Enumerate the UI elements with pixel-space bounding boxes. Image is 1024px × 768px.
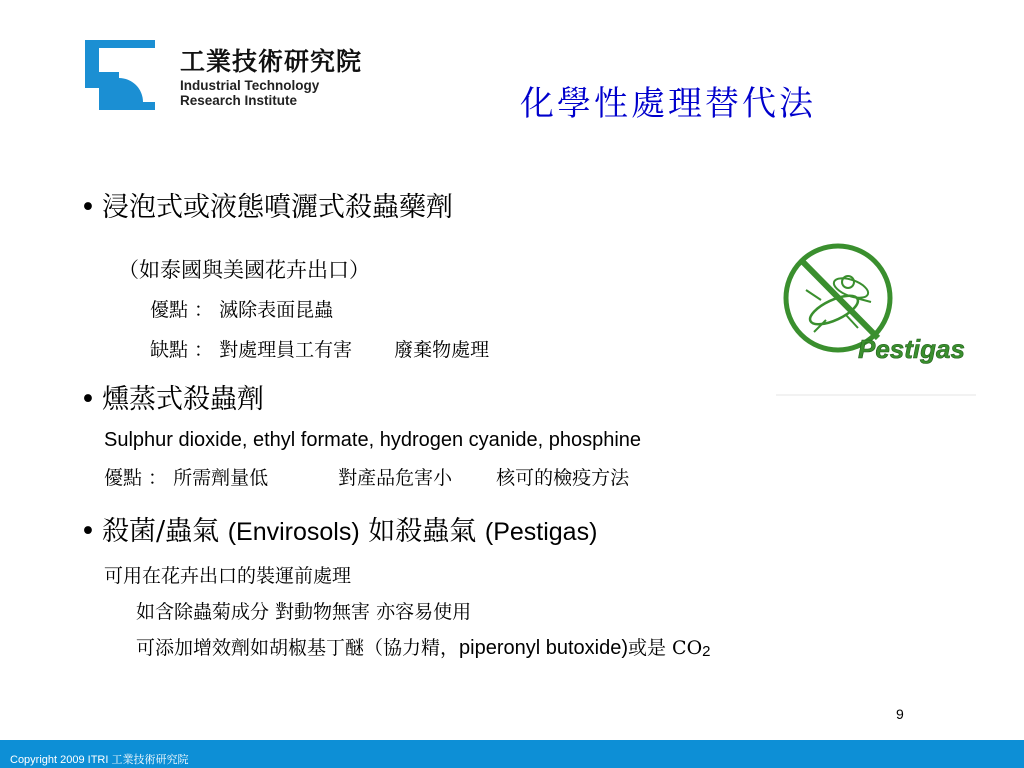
logo-english-line1: Industrial Technology	[180, 78, 320, 93]
section1-cons-b: 廢棄物處理	[394, 339, 490, 361]
section2-pros	[104, 464, 629, 492]
section2-pros-a: 優點 ： 所需劑量低	[104, 467, 269, 489]
section1-pros: 優點 ： 滅除表面昆蟲	[150, 299, 334, 321]
bullet-heading-en1: (Envirosols)	[227, 518, 360, 546]
section3-line3-sub: 2	[702, 643, 711, 660]
logo-chinese-name: 工業技術研究院	[180, 47, 363, 76]
pestigas-logo-image	[776, 240, 976, 405]
section1-cons	[150, 336, 489, 364]
bullet-dot: •	[80, 192, 96, 223]
page-number: 9	[896, 706, 904, 722]
section2-chemicals: Sulphur dioxide, ethyl formate, hydrogen cyanide, phosphine	[104, 429, 642, 451]
section2-pros-c: 核可的檢疫方法	[496, 467, 630, 489]
bullet-fumigation	[80, 380, 264, 420]
logo-english-line2: Research Institute	[180, 93, 298, 108]
section3-line3	[136, 634, 711, 664]
bullet-heading-cn1: 殺菌/蟲氣	[102, 516, 220, 547]
bullet-dot: •	[80, 516, 96, 547]
bullet-immersion-spray	[80, 188, 453, 228]
bullet-heading-en2: (Pestigas)	[484, 518, 598, 546]
bullet-heading: 浸泡式或液態噴灑式殺蟲藥劑	[102, 192, 453, 223]
section3-line3-en: piperonyl butoxide)	[459, 637, 629, 659]
section3-line3-or: 或是 CO	[628, 637, 703, 659]
bullet-aerosols	[80, 512, 597, 552]
itri-logo-icon	[85, 40, 155, 110]
bullet-heading: 燻蒸式殺蟲劑	[102, 384, 264, 415]
bullet-dot: •	[80, 384, 96, 415]
logo-english-name	[180, 78, 319, 108]
footer-bar	[0, 740, 1024, 768]
footer-copyright: Copyright 2009 ITRI 工業技術研究院	[10, 754, 189, 766]
section2-pros-b: 對產品危害小	[338, 467, 453, 489]
section3-line1: 可用在花卉出口的裝運前處理	[104, 565, 352, 587]
section3-line2: 如含除蟲菊成分 對動物無害 亦容易使用	[136, 601, 472, 623]
bullet-heading-cn2: 如殺蟲氣	[368, 516, 477, 547]
section3-line3-cn: 可添加增效劑如胡椒基丁醚（協力精，	[136, 637, 460, 659]
section1-cons-a: 缺點 ： 對處理員工有害	[150, 339, 353, 361]
section1-note: （如泰國與美國花卉出口）	[118, 258, 370, 282]
slide-title: 化學性處理替代法	[520, 84, 816, 124]
pestigas-brand-text: Pestigas	[858, 334, 965, 364]
itri-logo	[85, 40, 385, 112]
